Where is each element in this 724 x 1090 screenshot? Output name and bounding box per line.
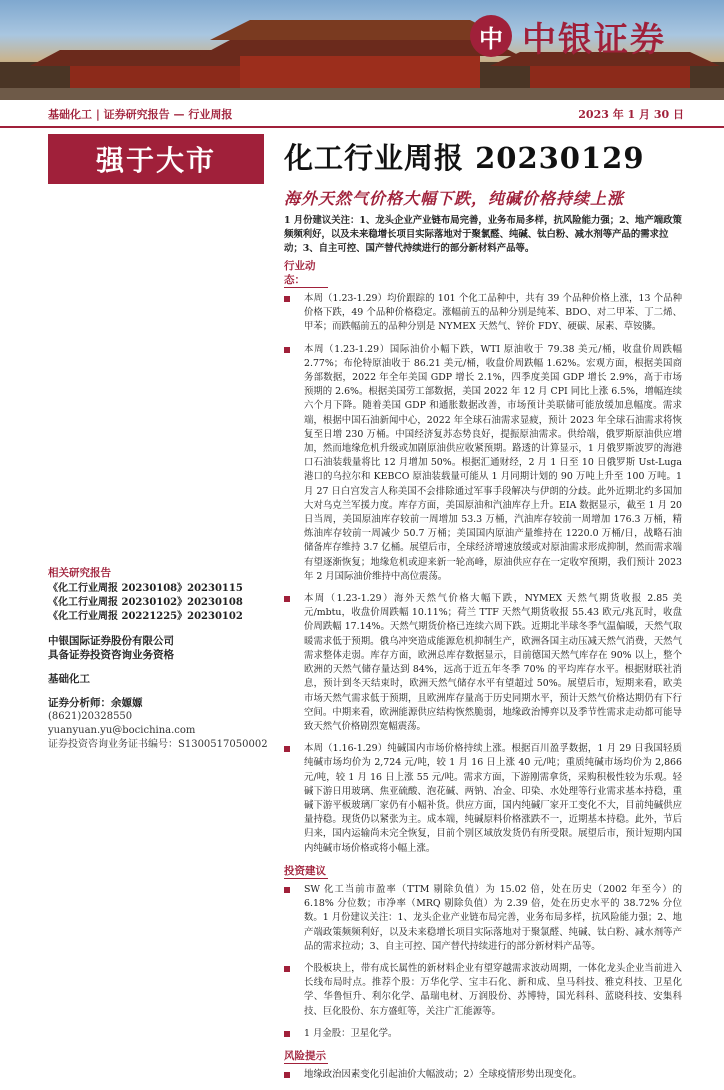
- section-heading-risk: 风险提示: [284, 1049, 328, 1064]
- report-category: 基础化工 | 证券研究报告 — 行业周报: [48, 108, 233, 121]
- analyst-license: 证券投资咨询业务证书编号：S1300517050002: [48, 739, 268, 750]
- bullet-icon: [284, 1072, 290, 1078]
- bullet-icon: [284, 746, 290, 752]
- bullet-icon: [284, 966, 290, 972]
- list-item: 本周（1.16-1.29）纯碱国内市场价格持续上涨。根据百川盈孚数据，1 月 29 日我国轻质纯碱市场均价为 2,724 元/吨，较 1 月 16 日上涨 40 元/吨；重质纯碱市场均价为 2,866 元/吨，较 1 月 16 日上涨 55 元/吨。需求方面，下游刚需拿货，采购积极性较为乐观。轻碱下游日用玻璃、焦亚硫酸、泡花碱、两钠、冶金、印染、水处理等行业需求基本持稳，重碱下游平板玻璃厂家仍有小幅补货。供应方面，国内纯碱厂家开工变化不大，目前纯碱供应量持稳。现货仍以紧张为主。成本端，纯碱原料价格涨跌不一，近期基本持稳。此外，节后归来，国内运输尚未完全恢复，目前个别区域放发货仍有所受限。展望后市，预计短期内国内纯碱市场价格或将小幅上涨。: [284, 742, 682, 856]
- section-heading-advice: 投资建议: [284, 864, 328, 879]
- page-subtitle: 海外天然气价格大幅下跌，纯碱价格持续上涨: [284, 189, 625, 208]
- rating-badge: 强于大市: [48, 134, 264, 184]
- section-heading-dynamics: 行业动态：: [284, 259, 328, 288]
- related-report-link[interactable]: 《化工行业周报 20230102》20230108: [48, 597, 243, 608]
- related-reports-title: 相关研究报告: [48, 567, 111, 579]
- list-item: 1 月金股：卫星化学。: [284, 1027, 682, 1041]
- analyst-email[interactable]: yuanyuan.yu@bocichina.com: [48, 725, 196, 736]
- analyst-phone: (8621)20328550: [48, 711, 133, 722]
- industry-label: 基础化工: [48, 673, 90, 685]
- report-meta-bar: [0, 100, 724, 128]
- brand-name: 中银证券: [522, 19, 666, 60]
- header-banner: [0, 0, 724, 100]
- intro-paragraph: 1 月份建议关注：1、龙头企业产业链布局完善，业务布局多样，抗风险能力强；2、地产端政策频频利好，以及未来稳增长项目实际落地对于聚氯醛、纯碱、钛白粉、减水剂等产品的需求拉动；3、自主可控、国产替代持续进行的部分新材料产品等。: [284, 215, 682, 255]
- list-item: SW 化工当前市盈率（TTM 剔除负值）为 15.02 倍，处在历史（2002 年至今）的 6.18% 分位数；市净率（MRQ 剔除负值）为 2.39 倍，处在历史水平的 38.72% 分位数。1 月份建议关注：1、龙头企业产业链布局完善，业务布局多样，抗风险能力强；2、地产端政策频频利好，以及未来稳增长项目实际落地对于聚氯醛、纯碱、钛白粉、减水剂等产品的需求拉动；3、自主可控、国产替代持续进行的部分新材料产品等。: [284, 883, 682, 954]
- list-item: 地缘政治因素变化引起油价大幅波动；2）全球疫情形势出现变化。: [284, 1068, 682, 1082]
- main-content: [284, 214, 682, 1090]
- report-date: 2023 年 1 月 30 日: [578, 108, 684, 121]
- list-item: 个股板块上，带有成长属性的新材料企业有望穿越需求波动周期，一体化龙头企业当前进入长线布局时点。推荐个股：万华化学、宝丰石化、新和成、皇马科技、雅克科技、卫星化学、华鲁恒升、利尔化学、晶瑞电材、万润股份、苏博特，国光科科、蓝晓科技、安集科技、巨化股份、东方盛虹等，关注广汇能源等。: [284, 962, 682, 1019]
- bullet-icon: [284, 1031, 290, 1037]
- company-name: 中银国际证券股份有限公司 具备证券投资咨询业务资格: [48, 635, 174, 661]
- analyst-name: 证券分析师：余嫄嫄: [48, 697, 143, 709]
- bullet-icon: [284, 347, 290, 353]
- sidebar: [48, 566, 270, 752]
- bullet-icon: [284, 296, 290, 302]
- related-report-link[interactable]: 《化工行业周报 20221225》20230102: [48, 611, 243, 622]
- list-item: 本周（1.23-1.29）均价跟踪的 101 个化工品种中，共有 39 个品种价格上涨，13 个品种价格下跌，49 个品种价格稳定。涨幅前五的品种分别是纯苯、BDO、对二甲苯、丁二烯、甲苯；而跌幅前五的品种分别是 NYMEX 天然气、锌价 FDY、硬碳、尿素、草铵膦。: [284, 292, 682, 335]
- related-report-link[interactable]: 《化工行业周报 20230108》20230115: [48, 583, 243, 594]
- brand-logo: [470, 14, 666, 58]
- page-title: 化工行业周报 20230129: [284, 141, 645, 175]
- brand-mark-icon: 中: [470, 15, 512, 57]
- list-item: 本周（1.23-1.29）海外天然气价格大幅下跌，NYMEX 天然气期货收报 2.85 美元/mbtu，收盘价周跌幅 10.11%；荷兰 TTF 天然气期货收报 55.43 欧元/兆瓦时，收盘价周跌幅 17.14%。天然气期货价格已连续六周下跌。近期北半球冬季气温偏暖，天然气取暖需求低于预期。俄乌冲突造成能源危机抑制生产，欧洲各国主动压减天然气消费，天然气需求整体走弱。库存方面，欧洲总库存数据显示，目前德国天然气库存在 90% 以上，整个欧洲的天然气储存量达到 84%，远高于近五年冬季 70% 的平均库存水平。根据财联社消息，预计到冬天结束时，欧洲天然气储存水平有望超过 50%。展望后市，短期来看，欧美市场天然气需求低于预期，且欧洲库存量高于历史同期水平，预计天然气价格达期仍有下行空间。中期来看，欧洲能源供应结构恢然脆弱，地缘政治博弈以及季节性需求走动都可能导致天然气价格剧烈宽幅震荡。: [284, 592, 682, 734]
- list-item: 本周（1.23-1.29）国际油价小幅下跌，WTI 原油收于 79.38 美元/桶，收盘价周跌幅 2.77%；布伦特原油收于 86.21 美元/桶，收盘价周跌幅 1.62%。宏观方面，根据美国商务部数据，2022 年全年美国 GDP 增长 2.1%，四季度美国 GDP 增长 2.9%，高于市场预期的 2.6%。根据美国劳工部数据，美国 2022 年 12 月 CPI 同比上涨 6.5%，增幅连续六个月下降。随着美国 GDP 和通胀数据改善，市场预计美联储可能放缓加息幅度。需求端，根据中国石油新闻中心，2022 年全球石油需求显疲，预计 2023 年全球石油需求将恢复至日增 230 万桶。中国经济复苏态势良好，提振原油需求。供给端，俄罗斯原油供应增加，然而地缘危机升级或加剧原油供应收紧预期。路透的计算显示，1 月俄罗斯波罗的海港口石油装载量将比 12 月增加 50%。根据汇通财经，2 月 1 日至 10 日俄罗斯 Ust-Luga 港口的乌拉尔和 KEBCO 原油装载量可能从 1 月同期计划的 90 万吨上升至 100 万吨。1 月 27 日白宫发言人称美国不会排除通过军事手段解决与伊朗的分歧。此外近期北约多国加大对乌克兰军援力度。库存方面，美国原油和汽油库存上升。EIA 数据显示，截至 1 月 20 日当周，美国原油库存较前一周增加 53.3 万桶，汽油库存较前一周增加 176.3 万桶，精炼油库存较前一周减少 50.7 万桶；美国国内原油产量维持在 1220.0 万桶/日，战略石油储备库存维持 3.7 亿桶。展望后市，全球经济增速放缓或对原油需求形成抑制，然而需求端有望逐渐恢复；地缘危机或迎来新一轮高峰，原油供应存在一定收窄预期，我们预计 2023 年 2 月国际油价维持中高位震荡。: [284, 343, 682, 584]
- bullet-icon: [284, 596, 290, 602]
- bullet-icon: [284, 887, 290, 893]
